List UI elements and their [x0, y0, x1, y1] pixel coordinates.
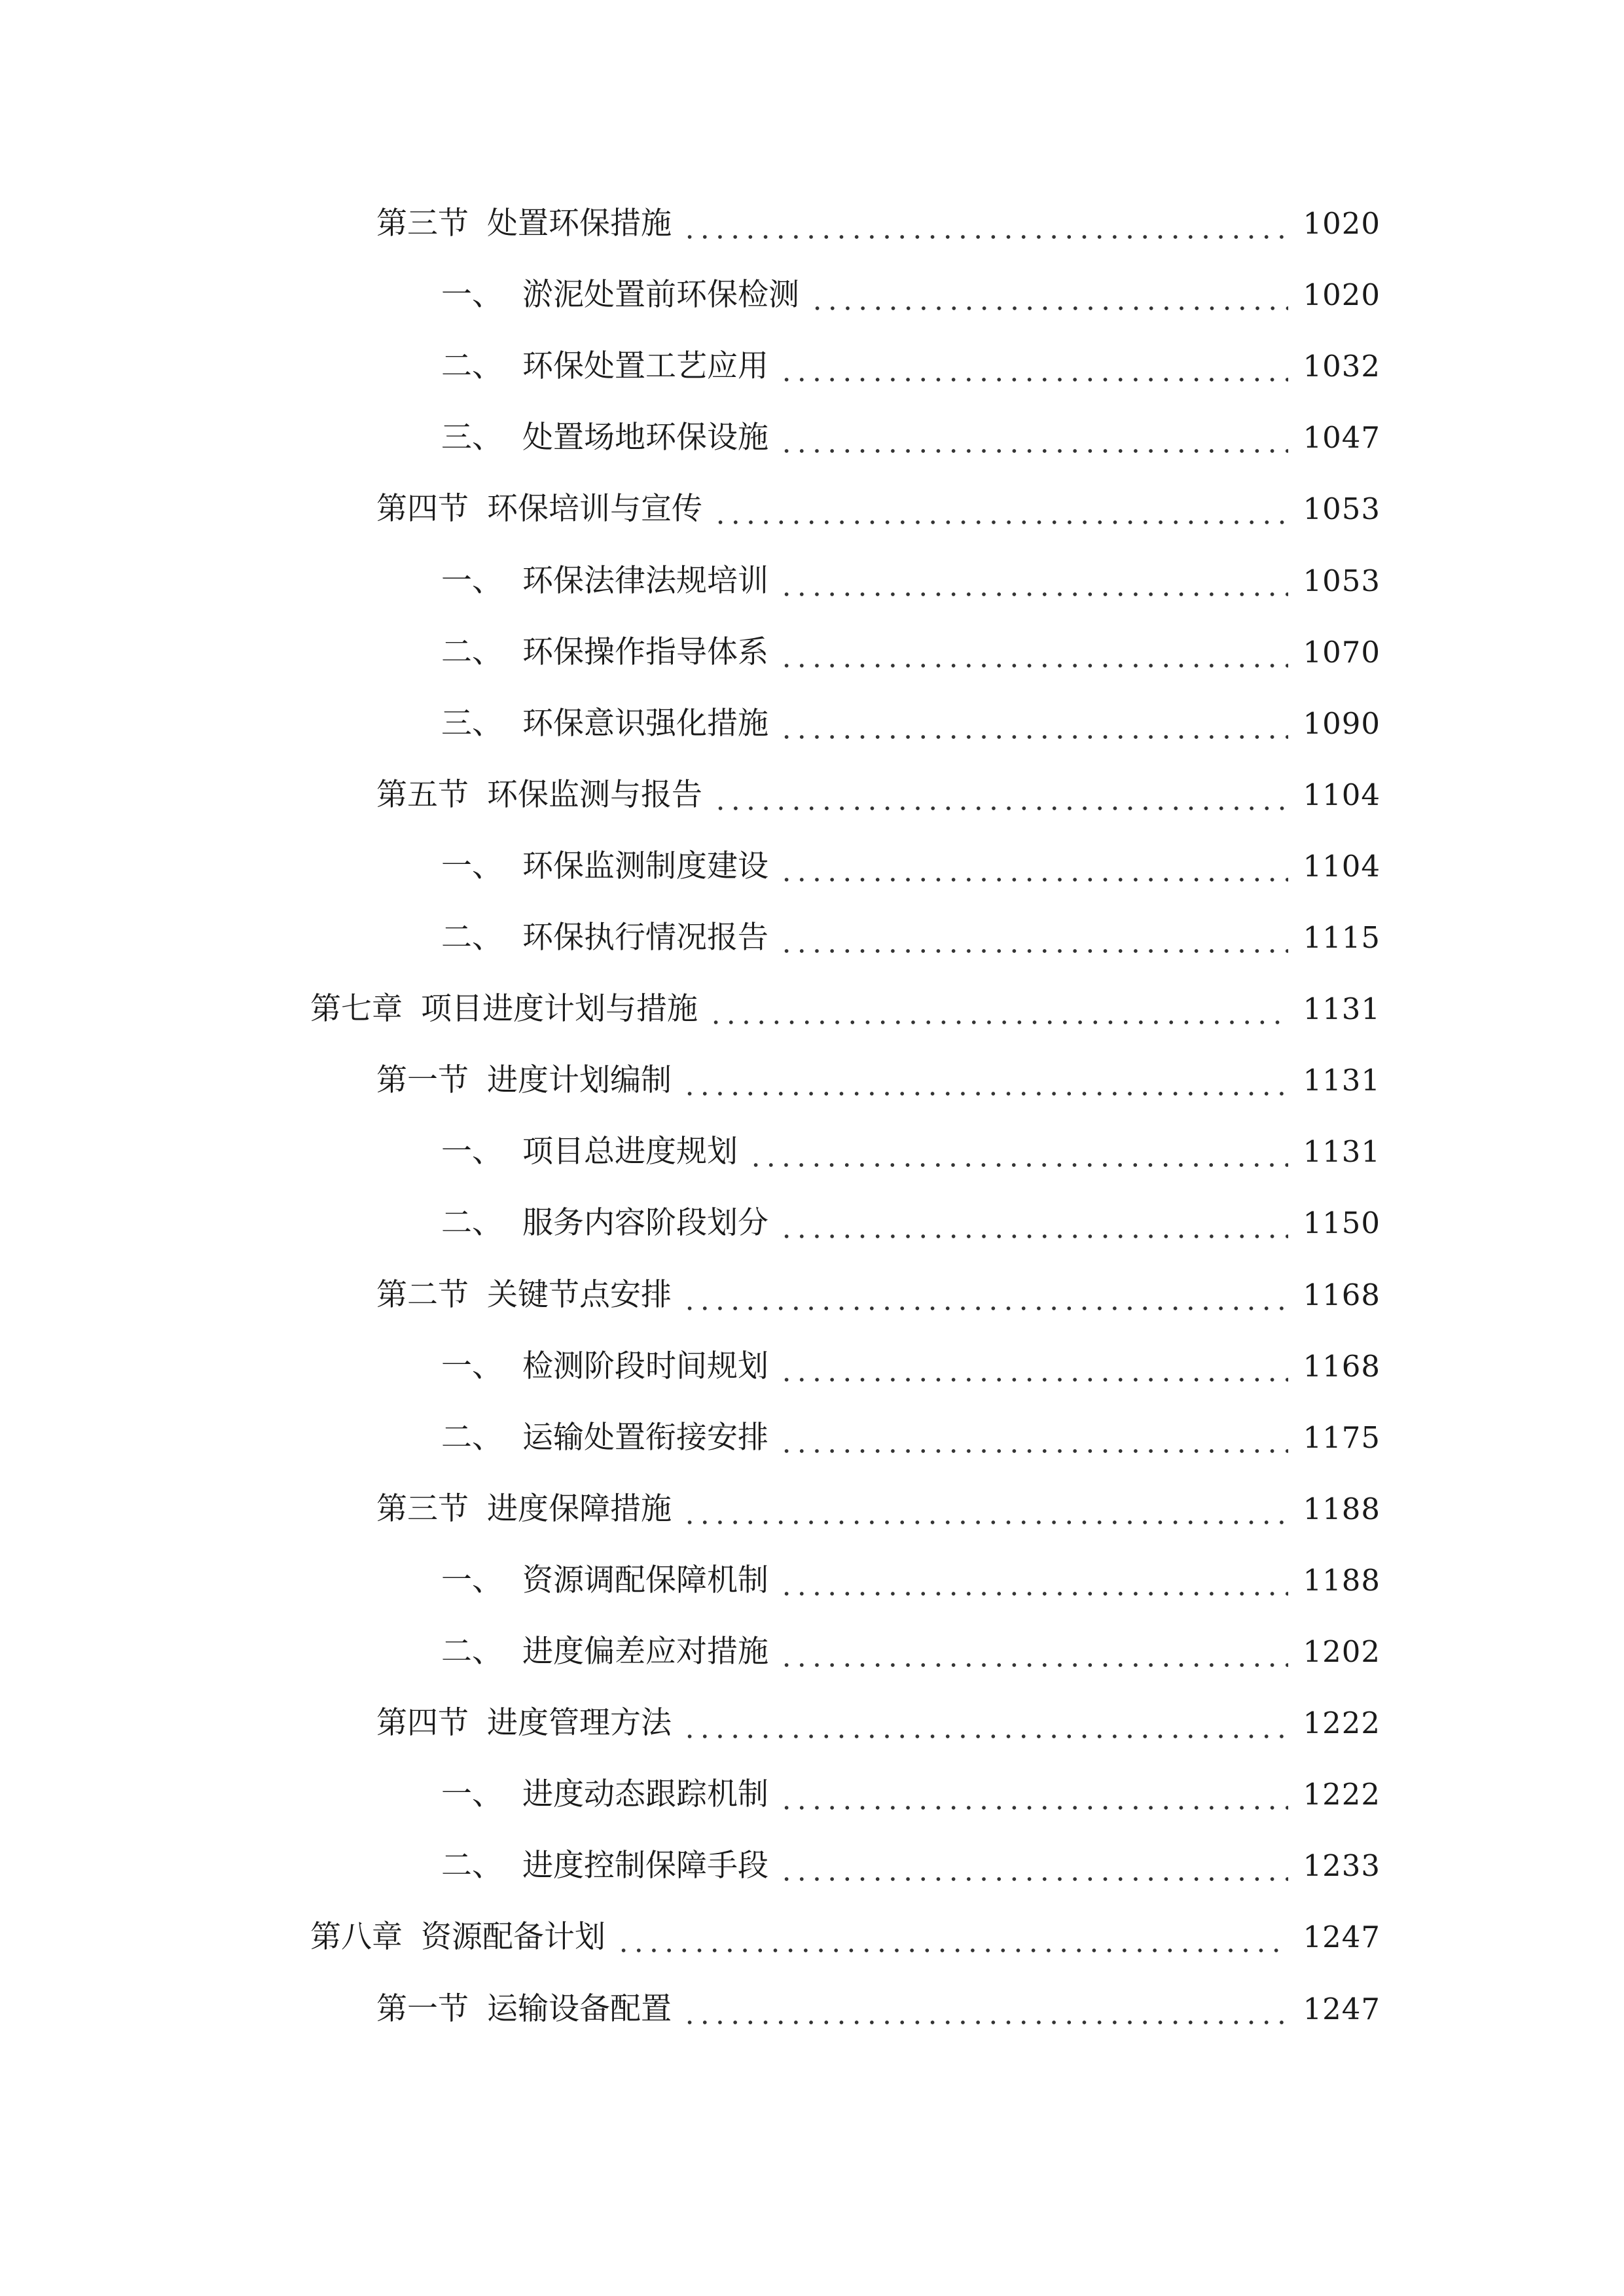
- toc-entry[interactable]: [376, 191, 1380, 243]
- dot-leader: [779, 562, 1288, 601]
- page-number: 1168: [1303, 1278, 1380, 1312]
- entry-number: 二、: [441, 348, 503, 384]
- entry-title: 运输处置衔接安排: [522, 1420, 768, 1456]
- page-number: 1047: [1303, 420, 1380, 455]
- toc-entry[interactable]: [441, 405, 1380, 457]
- toc-entry[interactable]: [376, 1048, 1380, 1100]
- toc-entry[interactable]: [441, 905, 1380, 958]
- entry-number: 二、: [441, 1634, 503, 1670]
- entry-number: 二、: [441, 920, 503, 956]
- entry-number: 三、: [441, 706, 503, 742]
- page-number: 1090: [1303, 706, 1380, 741]
- page-number: 1188: [1303, 1563, 1380, 1598]
- toc-entry[interactable]: [441, 1334, 1380, 1386]
- entry-number: 二、: [441, 1420, 503, 1456]
- dot-leader: [682, 1990, 1288, 2029]
- page-number: 1168: [1303, 1349, 1380, 1384]
- dot-leader: [682, 1061, 1288, 1100]
- entry-title: 淤泥处置前环保检测: [522, 277, 799, 313]
- entry-title: 进度计划编制: [487, 1062, 672, 1098]
- entry-title: 处置场地环保设施: [522, 420, 768, 456]
- entry-number: 一、: [441, 1562, 503, 1598]
- page-number: 1247: [1303, 1920, 1380, 1954]
- entry-title: 项目总进度规划: [522, 1134, 738, 1170]
- entry-number: 三、: [441, 420, 503, 456]
- entry-title: 环保处置工艺应用: [522, 348, 768, 384]
- dot-leader: [779, 1561, 1288, 1600]
- dot-leader: [779, 704, 1288, 744]
- entry-title: 资源调配保障机制: [522, 1562, 768, 1598]
- toc-entry[interactable]: [376, 1263, 1380, 1315]
- dot-leader: [682, 1490, 1288, 1529]
- toc-entry[interactable]: [441, 691, 1380, 744]
- entry-title: 进度保障措施: [487, 1491, 672, 1527]
- entry-title: 环保监测与报告: [487, 777, 702, 813]
- entry-title: 处置环保措施: [487, 206, 672, 242]
- page-number: 1104: [1303, 849, 1380, 884]
- entry-number: 第一节: [376, 1062, 469, 1098]
- toc-entry[interactable]: [441, 334, 1380, 386]
- entry-number: 第八章: [310, 1919, 403, 1955]
- toc-entry[interactable]: [441, 1548, 1380, 1600]
- entry-title: 运输设备配置: [487, 1991, 672, 2027]
- page-number: 1053: [1303, 564, 1380, 598]
- toc-entry[interactable]: [310, 1905, 1380, 1957]
- dot-leader: [810, 276, 1288, 315]
- entry-title: 进度动态跟踪机制: [522, 1776, 768, 1812]
- entry-title: 进度管理方法: [487, 1705, 672, 1741]
- entry-title: 资源配备计划: [421, 1919, 605, 1955]
- toc-entry[interactable]: [441, 262, 1380, 315]
- dot-leader: [779, 347, 1288, 386]
- page-number: 1020: [1303, 206, 1380, 241]
- dot-leader: [779, 418, 1288, 457]
- entry-title: 环保执行情况报告: [522, 920, 768, 956]
- toc-entry[interactable]: [441, 1119, 1380, 1172]
- entry-title: 环保意识强化措施: [522, 706, 768, 742]
- entry-number: 第四节: [376, 1705, 469, 1741]
- toc-entry[interactable]: [441, 1619, 1380, 1672]
- entry-number: 一、: [441, 1134, 503, 1170]
- page-number: 1053: [1303, 492, 1380, 526]
- entry-number: 第四节: [376, 491, 469, 527]
- dot-leader: [779, 1418, 1288, 1458]
- dot-leader: [713, 776, 1288, 815]
- dot-leader: [779, 1347, 1288, 1386]
- entry-number: 第一节: [376, 1991, 469, 2027]
- entry-number: 一、: [441, 277, 503, 313]
- entry-number: 一、: [441, 848, 503, 884]
- page-number: 1020: [1303, 278, 1380, 312]
- toc-entry[interactable]: [441, 1833, 1380, 1886]
- page-number: 1070: [1303, 635, 1380, 670]
- toc-entry[interactable]: [376, 1691, 1380, 1743]
- dot-leader: [779, 847, 1288, 886]
- page-number: 1188: [1303, 1492, 1380, 1526]
- entry-number: 一、: [441, 1776, 503, 1812]
- toc-entry[interactable]: [441, 1191, 1380, 1243]
- entry-title: 进度控制保障手段: [522, 1848, 768, 1884]
- entry-number: 二、: [441, 634, 503, 670]
- entry-number: 一、: [441, 1348, 503, 1384]
- entry-number: 二、: [441, 1848, 503, 1884]
- toc-entry[interactable]: [310, 977, 1380, 1029]
- entry-number: 第五节: [376, 777, 469, 813]
- page-number: 1150: [1303, 1206, 1380, 1240]
- page-number: 1233: [1303, 1848, 1380, 1883]
- toc-entry[interactable]: [441, 620, 1380, 672]
- dot-leader: [713, 490, 1288, 529]
- dot-leader: [779, 1775, 1288, 1814]
- entry-number: 第二节: [376, 1277, 469, 1313]
- entry-title: 环保法律法规培训: [522, 563, 768, 599]
- entry-title: 关键节点安排: [487, 1277, 672, 1313]
- entry-number: 二、: [441, 1205, 503, 1241]
- entry-title: 服务内容阶段划分: [522, 1205, 768, 1241]
- page-number: 1104: [1303, 778, 1380, 812]
- page-number: 1032: [1303, 349, 1380, 384]
- dot-leader: [708, 990, 1288, 1029]
- dot-leader: [748, 1132, 1288, 1172]
- page-number: 1247: [1303, 1992, 1380, 2026]
- entry-number: 一、: [441, 563, 503, 599]
- toc-entry[interactable]: [441, 548, 1380, 601]
- dot-leader: [682, 204, 1288, 243]
- dot-leader: [779, 1204, 1288, 1243]
- page-number: 1131: [1303, 1134, 1380, 1169]
- dot-leader: [682, 1276, 1288, 1315]
- entry-number: 第三节: [376, 206, 469, 242]
- entry-number: 第三节: [376, 1491, 469, 1527]
- page-number: 1175: [1303, 1420, 1380, 1455]
- entry-title: 检测阶段时间规划: [522, 1348, 768, 1384]
- page-number: 1131: [1303, 1063, 1380, 1098]
- dot-leader: [779, 633, 1288, 672]
- dot-leader: [779, 918, 1288, 958]
- toc-entry[interactable]: [441, 1405, 1380, 1458]
- entry-title: 项目进度计划与措施: [421, 991, 698, 1027]
- page-number: 1222: [1303, 1777, 1380, 1812]
- dot-leader: [779, 1632, 1288, 1672]
- entry-title: 环保监测制度建设: [522, 848, 768, 884]
- toc-entry[interactable]: [441, 834, 1380, 886]
- page-number: 1202: [1303, 1634, 1380, 1669]
- toc-entry[interactable]: [376, 1977, 1380, 2029]
- page-number: 1115: [1303, 920, 1380, 955]
- dot-leader: [779, 1846, 1288, 1886]
- entry-title: 进度偏差应对措施: [522, 1634, 768, 1670]
- page-number: 1131: [1303, 992, 1380, 1026]
- entry-title: 环保操作指导体系: [522, 634, 768, 670]
- entry-number: 第七章: [310, 991, 403, 1027]
- entry-title: 环保培训与宣传: [487, 491, 702, 527]
- toc-entry[interactable]: [376, 762, 1380, 815]
- dot-leader: [616, 1918, 1288, 1957]
- toc-entry[interactable]: [376, 1477, 1380, 1529]
- page-number: 1222: [1303, 1706, 1380, 1740]
- toc-entry[interactable]: [441, 1762, 1380, 1814]
- toc-entry[interactable]: [376, 476, 1380, 529]
- dot-leader: [682, 1704, 1288, 1743]
